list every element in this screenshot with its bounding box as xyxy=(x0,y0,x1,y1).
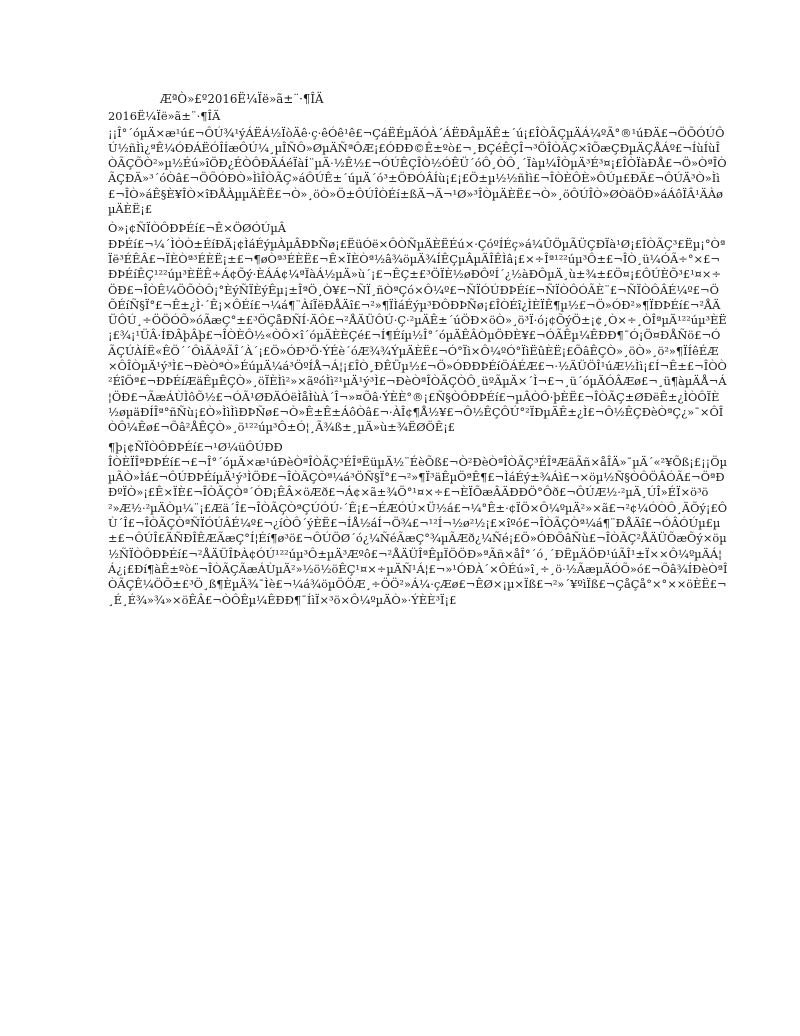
document-page xyxy=(108,92,728,612)
document-title: ÆªÒ»£º2016Ë¼Ïë»ã±¨·¶ÎÄ xyxy=(160,92,324,106)
section-intro-body: ¡¡Î°´óµÄ×æ¹ú£¬ÔÚ¾¹ýÁËÁ½ÏòÄê·ç·êÓê¹ê£¬ÇáËÉµÄÓÀ´ÁËÐÂµÄÊ±´ú¡£ÎÒÃÇµÄÁ¼ºÃ°®¹úÐÄ£¬ÖÕÓÚÔÚ½ñÌì¿ªÊ¼ÓÐÁËÓÎÍæÔÚ¼¸µÎÑÔ»ØµÄÑªÔÆ¡£ÓÐÐ©Ê±ºò£¬¸ÐÇéÊÇÎ¬³ÖÎÒÃÇ×îÕæÇÐµÄÇÅÁº£¬ÍùÍùÎÒÃÇÕÒ²»µ½Éú»îÖÐ¿ÉÒÔÐÄÁéÏàÍ¨µÄ·½Ê½£¬ÓÚÊÇÎÒ½ÓÊÜ´óÔ¸ÒÔ¸´Ïàµ¼ÎÒµÄ³É³¤¡£ÎÒÏàÐÅ£¬Ö»ÒªÎÒÃÇÐÄ»³´óÒâ£¬ÖÕÓÐÒ»ÌìÎÒÃÇ»áÔÚÊ±´úµÄ´ó³±ÖÐÓÂÍù¡£¡£Ö±µ½½ñÌì£¬ÎÒÈÔÈ»ÔÚµ£ÐÄ£¬ÔÚÄ³Ò»Ìì£¬ÎÒ»áÊ§È¥ÎÒ×îÐÅÀµµÄÈË£¬Ò»¸öÒ»Ö±ÔÚÎÒÉí±ßÄ¬Ä¬¹Ø»³ÎÒµÄÈË£¬Ò»¸öÔÚÎÒ»ØÒäÖÐ»áÁôÏÂ¹ÄÀøµÄÈË¡£ xyxy=(108,125,727,217)
section-one xyxy=(108,221,728,435)
section-two xyxy=(108,440,728,608)
document-date-line: 2016Ë¼Ïë»ã±¨·¶ÎÄ xyxy=(108,109,221,124)
section-one-heading: Ò»¡¢ÑÏÒÔÐÞÉí£¬Ê×ÖØÓÚµÂ xyxy=(108,221,287,236)
section-two-body: ÎÒÈÏÎªÐÞÉí£¬£¬Î°´óµÄ×æ¹úÐèÒªÎÒÃÇ³ÉÎªËüµÄ½¨ÉèÕß£¬Ò²ÐèÒªÎÒÃÇ³ÉÎªÆäÃñ×åÎÄ»¯µÄ´«²¥Õß¡£¡¡ÖµµÃÒ»Ìá£¬ÔÚÐÞÉíµÄ¹ý³ÌÖÐ£¬ÎÒÃÇÒª¼á³ÖÑ§Ï°£¬²»¶Ï³äÊµÖªÊ¶£¬ÌáÉý±¾Áì£¬×öµ½Ñ§ÒÔÖÂÓÃ£¬ÖªÐÐºÏÒ»¡£Ê×ÏÈ£¬ÎÒÃÇÒª´ÓÐ¡ÊÂ×öÆð£¬Á¢×ã±¾Ö°¹¤×÷£¬ÈÏÕæÂÄÐÐÖ°Ôð£¬ÔÚÆ½·²µÄ¸ÚÎ»ÉÏ×ö³ö²»Æ½·²µÄÒµ¼¨¡£Æä´Î£¬ÎÒÃÇÒªÇÚÓÚ·´Ê¡£¬ÉÆÓÚ×Ü½á£¬¼°Ê±·¢ÏÖ×Ô¼ºµÄ²»×ã£¬²¢¼ÓÒÔ¸ÄÕý¡£ÔÙ´Î£¬ÎÒÃÇÒªÑÏÓÚÂÉ¼º£¬¿íÒÔ´ýÈË£¬ÍÅ½áÍ¬Ö¾£¬¹²Í¬½ø²½¡£×îºó£¬ÎÒÃÇÒª¼á¶¨ÐÅÄî£¬ÓÂÓÚµ£µ±£¬ÔÚÎ£ÄÑÐÎÊÆÃæÇ°Í¦Éí¶ø³ö£¬ÔÚÖØ´ó¿¼ÑéÃæÇ°¾µÃÆð¿¼Ñé¡£Ö»ÓÐÕâÑù£¬ÎÒÃÇ²ÅÄÜÕæÕý×öµ½ÑÏÒÔÐÞÉí£¬²ÅÄÜÎÞÀ¢ÓÚ¹²²úµ³Ô±µÄ³Æºô£¬²ÅÄÜÎªÊµÏÖÖÐ»ªÃñ×åÎ°´ó¸´ÐËµÄÖÐ¹úÃÎ¹±Ï××Ô¼ºµÄÁ¦Á¿¡£Ðí¶àÊ±ºò£¬ÎÒÃÇÃæÁÙµÄ²»½ö½öÊÇ¹¤×÷µÄÑ¹Á¦£¬»¹ÓÐÀ´×ÔÉú»î¸÷¸ö·½ÃæµÄÓÕ»ó£¬Õâ¾ÍÐèÒªÎÒÃÇÊ¼ÖÕ±£³Ö¸ß¶ÈµÄ¾¯Ìè£¬¼á¾öµÖÖÆ¸÷ÖÖ²»Á¼·çÆø£¬ÊØ×¡µ×Ïß£¬²»´¥ºìÏß£¬ÇåÇå°×°××öÈË£¬¸É¸É¾»¾»×öÊÂ£¬ÒÔÊµ¼ÊÐÐ¶¯ÍìÏ×³ö×Ô¼ºµÄÒ»·ÝÈÈ³Ï¡£ xyxy=(108,454,728,607)
section-one-body: ÐÞÉí£¬¼´ÌÒÒ±ÉíÐÄ¡¢ÌáÉýµÀµÂÐÞÑø¡£ËüÓë×ÔÒÑµÄÈËÉú×·ÇóºÍÉç»á¼ÛÖµÃÜÇÐÏà¹Ø¡£ÎÒÃÇ³£Ëµ¡°ÒªÏë³ÉÊÂ£¬ÏÈÒª³ÉÈË¡±£¬¶øÒª³ÉÈË£¬Ê×ÏÈÒª½â¾öµÄ¾ÍÊÇµÂµÄÎÊÌâ¡£×÷Îª¹²²úµ³Ô±£¬ÎÒ¸ü¼ÓÃ÷°×£¬ÐÞÉíÊÇ¹²²úµ³ÈËÊ÷Á¢Õý·ÈÁÁ¢¼ªÏàÁ½µÄ»ù´¡£¬ÊÇ±£³ÖÏÈ½øÐÔºÍ´¿½àÐÔµÄ¸ù±¾±£Ö¤¡£ÔÚÈÕ³£¹¤×÷ÖÐ£¬ÎÒÊ¼ÖÕÒÔ¡°ÈýÑÏÈýÊµ¡±ÎªÖ¸Ò¥£¬ÑÏ¸ñÒªÇó×Ô¼º£¬ÑÏÓÚÐÞÉí£¬ÑÏÒÔÓÃÈ¨£¬ÑÏÒÔÂÉ¼º£¬ÖÕÉíÑ§Ï°£¬Ê±¿Ì·´Ê¡×ÔÉí£¬¼á¶¨ÀíÏëÐÅÄî£¬²»¶ÏÌáÉýµ³ÐÔÐÞÑø¡£ÎÒÉî¿ÌÈÏÊ¶µ½£¬Ö»ÓÐ²»¶ÏÐÞÉí£¬²ÅÄÜÔÚ¸÷ÖÖÓÕ»óÃæÇ°±£³ÖÇåÐÑÍ·ÄÔ£¬²ÅÄÜÔÚ·Ç·²µÄÊ±´úÖÐ×öÒ»¸ö³Ï·ó¡¢ÕýÖ±¡¢¸Ò×÷¸ÒÎªµÄ¹²²úµ³ÈË¡£¾¡¹ÜÂ·ÍÐÂþÂþ£¬ÎÒÈÔ½«ÒÔ×î´óµÄÈÈÇé£¬Í¶Éíµ½Î°´óµÄÊÂÒµÖÐÈ¥£¬ÓÃÊµ¼ÊÐÐ¶¯Ó¡Ö¤ÐÅÑö£¬ÓÃÇÚÀÍË«ÊÖ´´ÔìÃÀºÃÎ´À´¡£Ö»ÓÐ³Ö·ÝÉè´óÆ¾¾ÝµÄÈË£¬Ó°Ïì×Ô¼ºÓ°ÏìËûÈË¡£ÕâÊÇÒ»¸öÒ»¸ö²»¶ÏÍêÉÆ×ÔÎÒµÄ¹ý³Ì£¬ÐèÒªÒ»ÉúµÄ¼á³ÖºÍÅ¬Á¦¡£ÎÒ¸ÐÊÜµ½£¬Ö»ÓÐÐÞÉíÖÁÉÆ£¬·½ÄÜÖÎ¹úÆ½Ìì¡£Í¬Ê±£¬ÎÒÒ²ÉîÖª£¬ÐÞÉíÆäÊµÊÇÒ»¸öÏÈÌì²»×ãºóÌì²¹µÄ¹ý³Ì£¬ÐèÒªÎÒÃÇÒÔ¸üºÃµÄ×´Ì¬£¬¸ü´óµÄÓÂÆø£¬¸ü¶àµÄÅ¬Á¦ÖÐ£¬ÃæÁÙÌôÕ½£¬ÓÃ¹ØÐÄÓëÌåÌùÀ´Î¬»¤Õâ·ÝÈÈ°®¡£Ñ§ÒÔÐÞÉí£¬µÂÒÔ·þÈË£¬ÎÒÃÇ±ØÐëÊ±¿ÌÒÔÏÈ½øµäÐÍÎª°ñÑù¡£Ò»ÌìÌìÐÞÑø£¬Ò»Ê±Ê±ÁôÒâ£¬·ÀÎ¢¶Å½¥£¬Ô½ÊÇÔÚ°²ÏÐµÄÊ±¿Ì£¬Ô½ÊÇÐèÒªÇ¿»¯×ÔÎÒÔ¼Êø£¬Õâ²ÅÊÇÒ»¸ö¹²²úµ³Ô±Ó¦¸Ã¾ß±¸µÄ»ù±¾ËØÖÊ¡£ xyxy=(108,236,727,435)
section-two-heading: ¶þ¡¢ÑÏÒÔÐÞÉí£¬¹Ø¼üÔÚÐÐ xyxy=(108,439,283,454)
section-intro xyxy=(108,126,728,218)
